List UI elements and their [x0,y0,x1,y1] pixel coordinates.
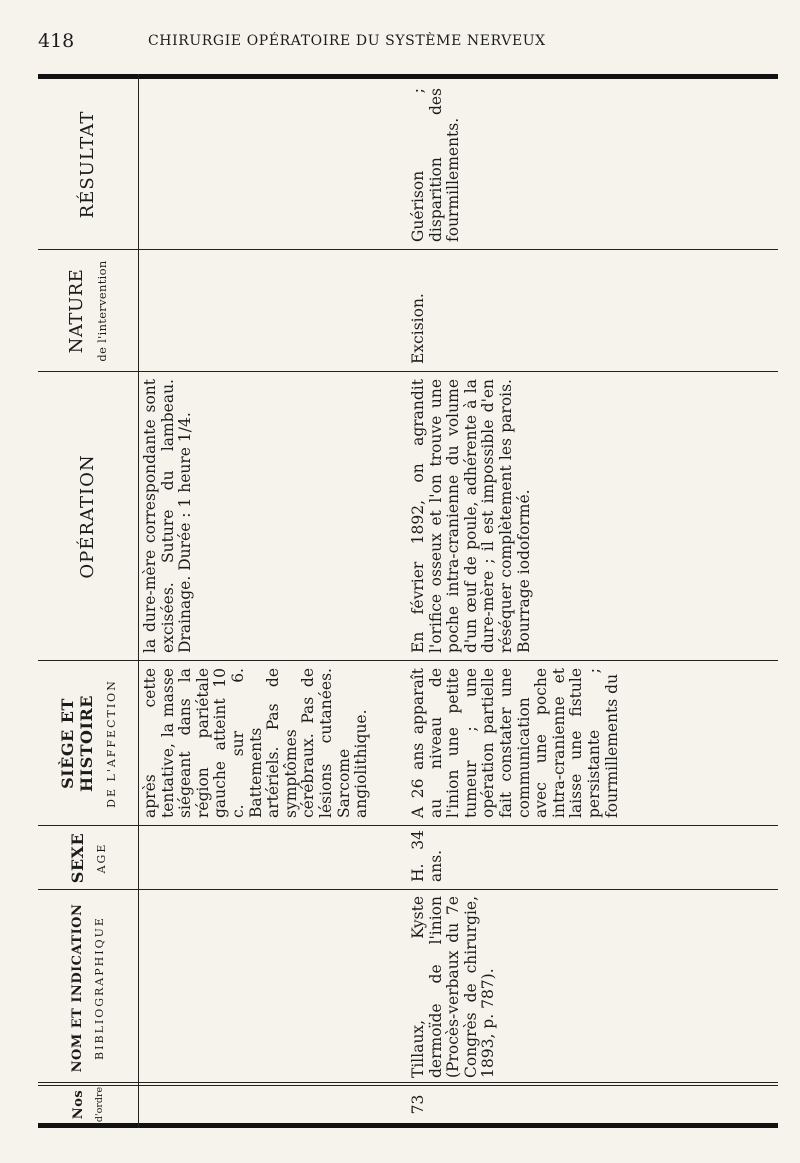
column-divider [38,825,778,826]
header-numero-title: Nos [70,1089,86,1120]
page-number: 418 [38,30,75,52]
header-nature-title: NATURE [66,268,88,354]
column-divider [38,249,778,250]
header-nom [38,890,138,1086]
column-divider [38,660,778,661]
column-divider [38,889,778,890]
header-siege-subtitle: DE L'AFFECTION [104,679,118,808]
page-header [38,30,760,54]
header-resultat-title: RÉSULTAT [77,110,99,219]
header-numero-subtitle: d'ordre [94,1086,106,1123]
header-rule [138,74,139,1128]
continuation-siege: après cette tentative, la masse siégeant dans la région pariétale gauche atteint 10 c. sur 6. Battements artériels. Pas de symptômes cérébraux. Pas de lésions cutanées. Sarcome angiolithique. [141,668,371,818]
header-operation [38,372,138,661]
row-73-name: Tillaux, Kyste dermoïde de l'inion (Procès-verbaux du 7e Congrès de chirurgie, 1893, p. 787). [409,896,498,1078]
row-73-siege: A 26 ans apparaît au niveau de l'inion une petite tumeur ; une opération partielle fait constater une communication avec une poche intra-cranienne et laisse une fistule persistante ; fourmillements du [409,668,621,818]
row-73-operation: En février 1892, on agrandit l'orifice osseux et l'on trouve une poche intra-cranienne du volume d'un œuf de poule, adhérente à la dure-mère ; il est impossible d'en réséquer complètement les parois. Bourrage iodoformé. [409,379,533,653]
row-73-resultat: Guérison ; disparition des fourmillements. [409,88,463,242]
header-nom-title: NOM ET INDICATION [69,903,85,1073]
header-resultat [38,79,138,250]
header-sexe [38,826,138,890]
running-title: CHIRURGIE OPÉRATOIRE DU SYSTÈME NERVEUX [148,33,546,49]
header-nom-subtitle: BIBLIOGRAPHIQUE [93,916,107,1060]
column-divider [38,371,778,372]
header-siege [38,661,138,826]
row-73-nature: Excision. [409,293,427,364]
header-nature-subtitle: de l'intervention [94,260,109,362]
case-table [38,74,778,1128]
continuation-operation: la dure-mère correspondante sont excisées. Suture du lambeau. Drainage. Durée : 1 heure 1/4. [141,379,195,653]
header-numero [38,1086,138,1123]
header-siege-title: SIÈGE ET HISTOIRE [58,695,97,792]
header-nature [38,250,138,372]
row-73-sexe: H. 34 ans. [409,830,445,882]
header-sexe-subtitle: AGE [95,842,108,874]
header-operation-title: OPÉRATION [77,454,99,579]
header-sexe-title: SEXE [67,832,87,884]
column-divider [38,1082,778,1086]
row-73-number: 73 [409,1094,427,1115]
